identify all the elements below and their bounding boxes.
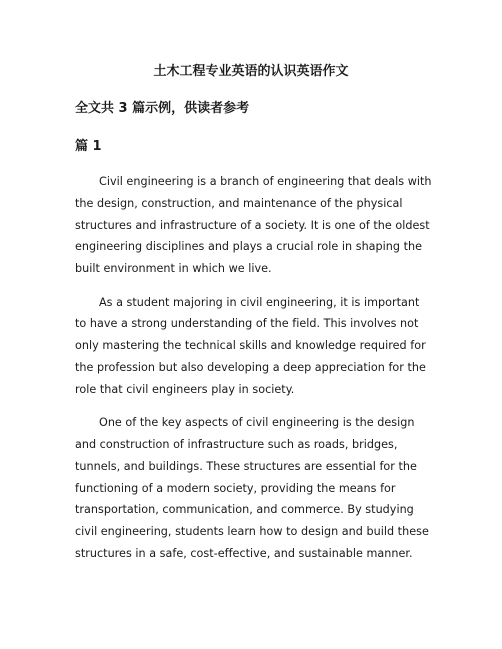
paragraph-1: Civil engineering is a branch of engineering that deals with the design, construction, and maintenance of the physical structures and infrastructure of a society. It is one of the oldest engineering disciplines and plays a crucial role in shaping the built environment in which we live. [75, 175, 432, 276]
section-heading: 篇 1 [75, 139, 102, 154]
body-text [75, 171, 433, 576]
paragraph-2: As a student majoring in civil engineering, it is important to have a strong understanding of the field. This involves not only mastering the technical skills and knowledge required for the profession but also developing a deep appreciation for the role that civil engineers play in society. [75, 295, 426, 396]
intro-line: 全文共 3 篇示例，供读者参考 [75, 101, 250, 116]
paragraph-3: One of the key aspects of civil engineering is the design and construction of infrastructure such as roads, bridges, tunnels, and buildings. These structures are essential for the functioning of a modern society, providing the means for transportation, communication, and commerce. By studying civil engineering, students learn how to design and build these structures in a safe, cost-effective, and sustainable manner. [75, 416, 429, 560]
document-title: 土木工程专业英语的认识英语作文 [153, 64, 349, 79]
